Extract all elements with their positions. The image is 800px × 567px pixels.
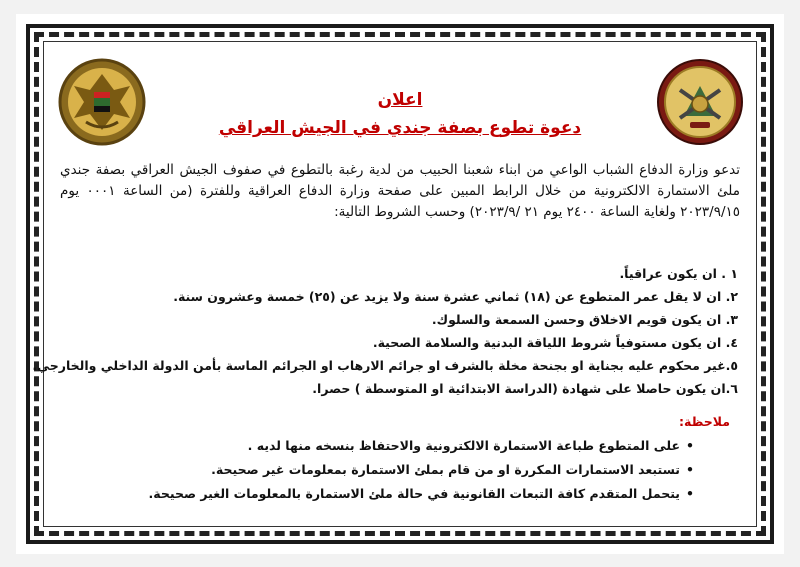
condition-item: ٤. ان يكون مستوفياً شروط اللياقة البدنية والسلامة الصحية. [372, 335, 738, 350]
note-item [76, 438, 694, 453]
condition-item: ٢. ان لا يقل عمر المتطوع عن (١٨) ثماني عشرة سنة ولا يزيد عن (٢٥) خمسة وعشرون سنة. [173, 289, 738, 304]
page-title: دعوة تطوع بصفة جندي في الجيش العراقي [218, 118, 582, 138]
announcement-label: اعلان [377, 90, 423, 110]
condition-item: ٦.ان يكون حاصلا على شهادة (الدراسة الابتدائية او المتوسطة ) حصرا. [312, 381, 738, 396]
note-item [76, 486, 694, 501]
note-text: على المتطوع طباعة الاستمارة الالكترونية والاحتفاظ بنسخه منها لديه . [247, 438, 680, 453]
bullet-icon: • [686, 438, 694, 453]
condition-item: ١ . ان يكون عراقياً. [619, 266, 738, 281]
bullet-icon: • [686, 486, 694, 501]
note-text: يتحمل المتقدم كافة التبعات القانونية في حالة ملئ الاستمارة بالمعلومات الغير صحيحة. [148, 486, 680, 501]
intro-paragraph: تدعو وزارة الدفاع الشباب الواعي من ابناء شعبنا الحبيب من لدية رغبة بالتطوع في صفوف الجيش العراقي بصفة جندي ملئ الاستمارة الالكترونية من خلال الرابط المبين على صفحة وزارة الدفاع العراقية وللفترة (من الساعة ٠٠٠١ يوم ٢٠٢٣/٩/١٥ ولغاية الساعة ٢٤٠٠ يوم ٢١ /٢٠٢٣/٩) وحسب الشروط التالية: [60, 162, 741, 220]
eagle-crest-icon [56, 56, 148, 148]
condition-item: ٥.غير محكوم عليه بجناية او بجنحة مخلة بالشرف او جرائم الارهاب او الجرائم الماسة بأمن الدولة الداخلي والخارجي. [32, 358, 738, 373]
frame-inner-border [32, 41, 757, 527]
army-seal-icon [654, 56, 746, 148]
notes-heading: ملاحظة: [679, 414, 730, 429]
bullet-icon: • [686, 462, 694, 477]
condition-item: ٣. ان يكون قويم الاخلاق وحسن السمعة والسلوك. [431, 312, 738, 327]
note-item [76, 462, 694, 477]
note-text: تستبعد الاستمارات المكررة او من قام بملئ الاستمارة بمعلومات غير صحيحة. [211, 462, 680, 477]
announcement-page [16, 14, 784, 554]
